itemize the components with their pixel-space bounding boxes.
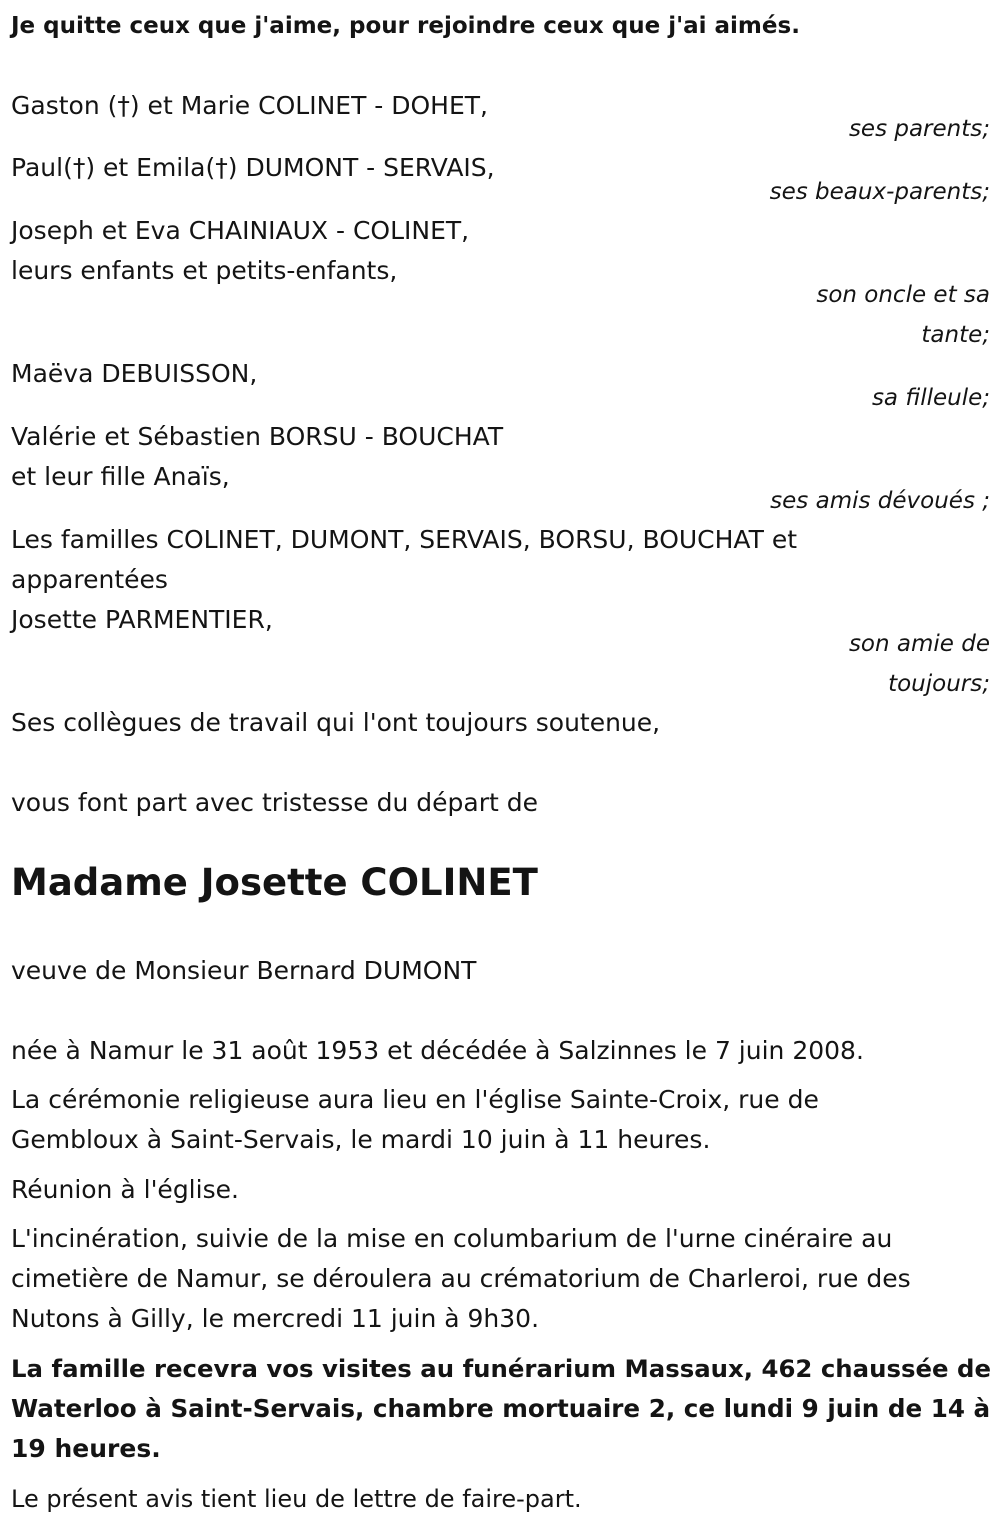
family-line: Joseph et Eva CHAINIAUX - COLINET, <box>11 216 470 245</box>
relation-label: ses amis dévoués ; <box>770 488 990 514</box>
ceremony-line: La cérémonie religieuse aura lieu en l'église Sainte-Croix, rue de <box>11 1085 819 1114</box>
family-line: apparentées <box>11 565 168 594</box>
relation-label: sa filleule; <box>871 385 990 411</box>
visits-line: Waterloo à Saint-Servais, chambre mortuaire 2, ce lundi 9 juin de 14 à <box>11 1394 991 1423</box>
cremation-line: L'incinération, suivie de la mise en columbarium de l'urne cinéraire au <box>11 1224 893 1253</box>
relation-label: ses beaux-parents; <box>769 179 990 205</box>
intro-line: vous font part avec tristesse du départ de <box>11 788 538 817</box>
relation-label: son oncle et sa <box>816 282 990 308</box>
family-line: leurs enfants et petits-enfants, <box>11 256 398 285</box>
deceased-name: Madame Josette COLINET <box>11 861 538 904</box>
cremation-line: Nutons à Gilly, le mercredi 11 juin à 9h30. <box>11 1304 540 1333</box>
relation-label: toujours; <box>888 671 990 697</box>
relation-label: tante; <box>921 322 990 348</box>
family-line: Gaston (†) et Marie COLINET - DOHET, <box>11 91 488 120</box>
family-line: Josette PARMENTIER, <box>11 605 273 634</box>
family-line: Les familles COLINET, DUMONT, SERVAIS, BORSU, BOUCHAT et <box>11 525 797 554</box>
opening-quote: Je quitte ceux que j'aime, pour rejoindre ceux que j'ai aimés. <box>11 13 800 39</box>
birth-death-line: née à Namur le 31 août 1953 et décédée à Salzinnes le 7 juin 2008. <box>11 1036 864 1065</box>
family-line: Paul(†) et Emila(†) DUMONT - SERVAIS, <box>11 153 495 182</box>
relation-label: ses parents; <box>848 116 990 142</box>
family-line: Valérie et Sébastien BORSU - BOUCHAT <box>11 422 504 451</box>
closing-line: Le présent avis tient lieu de lettre de faire-part. <box>11 1485 582 1513</box>
family-line: Maëva DEBUISSON, <box>11 359 258 388</box>
visits-line: 19 heures. <box>11 1434 161 1463</box>
ceremony-line: Gembloux à Saint-Servais, le mardi 10 juin à 11 heures. <box>11 1125 711 1154</box>
colleagues-line: Ses collègues de travail qui l'ont toujours soutenue, <box>11 708 661 737</box>
family-line: et leur fille Anaïs, <box>11 462 230 491</box>
relation-label: son amie de <box>848 631 990 657</box>
widow-of-line: veuve de Monsieur Bernard DUMONT <box>11 956 477 985</box>
cremation-line: cimetière de Namur, se déroulera au crématorium de Charleroi, rue des <box>11 1264 911 1293</box>
meeting-line: Réunion à l'église. <box>11 1175 239 1204</box>
visits-line: La famille recevra vos visites au funérarium Massaux, 462 chaussée de <box>11 1354 992 1383</box>
